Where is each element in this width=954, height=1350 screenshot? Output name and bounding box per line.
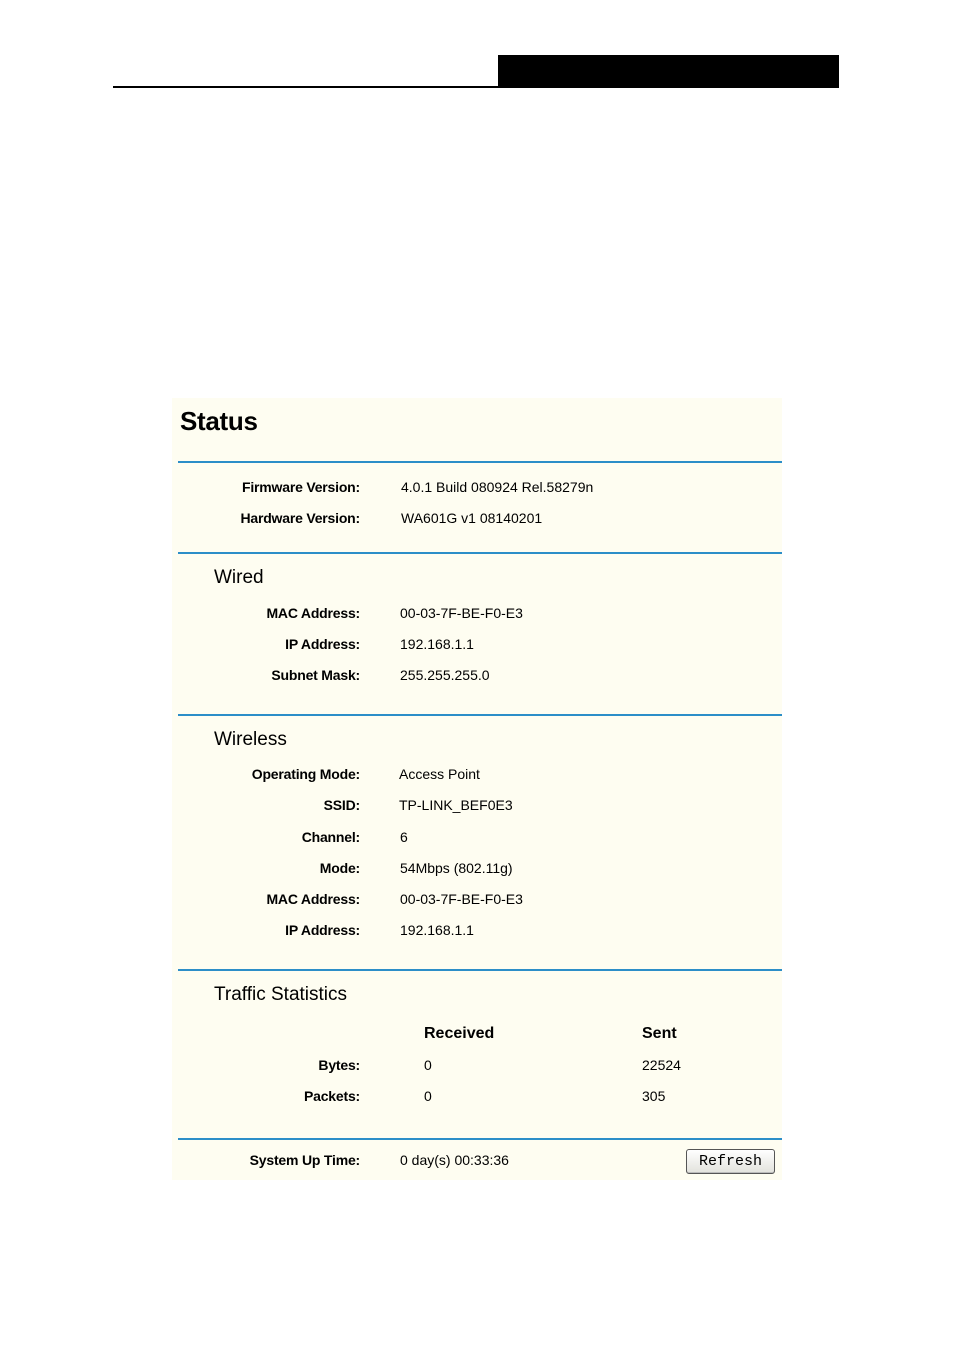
wireless-channel-value: 6 bbox=[400, 829, 408, 845]
section-divider bbox=[178, 714, 782, 716]
wireless-mac-value: 00-03-7F-BE-F0-E3 bbox=[400, 891, 523, 907]
status-panel bbox=[172, 398, 782, 1180]
page-title: Status bbox=[180, 406, 258, 436]
wired-subnet-label: Subnet Mask: bbox=[271, 667, 360, 683]
firmware-version-label: Firmware Version: bbox=[242, 479, 360, 495]
wireless-section-title: Wireless bbox=[214, 729, 287, 750]
wired-mac-value: 00-03-7F-BE-F0-E3 bbox=[400, 605, 523, 621]
wireless-mode-label: Mode: bbox=[319, 860, 360, 876]
wired-ip-value: 192.168.1.1 bbox=[400, 636, 474, 652]
section-divider bbox=[178, 1138, 782, 1140]
wireless-channel-label: Channel: bbox=[301, 829, 360, 845]
sent-column-header: Sent bbox=[642, 1025, 677, 1042]
bytes-sent-value: 22524 bbox=[642, 1057, 681, 1073]
packets-label: Packets: bbox=[304, 1088, 360, 1104]
hardware-version-label: Hardware Version: bbox=[240, 510, 360, 526]
wired-subnet-value: 255.255.255.0 bbox=[400, 667, 490, 683]
packets-received-value: 0 bbox=[424, 1088, 432, 1104]
wireless-ip-label: IP Address: bbox=[285, 922, 360, 938]
bytes-received-value: 0 bbox=[424, 1057, 432, 1073]
wireless-mode-value: 54Mbps (802.11g) bbox=[400, 860, 513, 876]
header-bar bbox=[498, 55, 839, 88]
packets-sent-value: 305 bbox=[642, 1088, 666, 1104]
uptime-value: 0 day(s) 00:33:36 bbox=[400, 1152, 509, 1168]
wired-mac-label: MAC Address: bbox=[266, 605, 360, 621]
wireless-opmode-value: Access Point bbox=[399, 766, 480, 782]
section-divider bbox=[178, 461, 782, 463]
wired-ip-label: IP Address: bbox=[285, 636, 360, 652]
section-divider bbox=[178, 552, 782, 554]
section-divider bbox=[178, 969, 782, 971]
traffic-section-title: Traffic Statistics bbox=[214, 984, 348, 1005]
wireless-ip-value: 192.168.1.1 bbox=[400, 922, 474, 938]
wireless-opmode-label: Operating Mode: bbox=[251, 766, 360, 782]
received-column-header: Received bbox=[424, 1025, 495, 1042]
bytes-label: Bytes: bbox=[318, 1057, 360, 1073]
wireless-mac-label: MAC Address: bbox=[266, 891, 360, 907]
hardware-version-value: WA601G v1 08140201 bbox=[401, 510, 543, 526]
firmware-version-value: 4.0.1 Build 080924 Rel.58279n bbox=[401, 479, 594, 495]
wireless-ssid-value: TP-LINK_BEF0E3 bbox=[399, 797, 513, 813]
uptime-label: System Up Time: bbox=[249, 1152, 360, 1168]
wired-section-title: Wired bbox=[214, 567, 264, 588]
refresh-button[interactable]: Refresh bbox=[686, 1149, 775, 1174]
wireless-ssid-label: SSID: bbox=[323, 797, 360, 813]
